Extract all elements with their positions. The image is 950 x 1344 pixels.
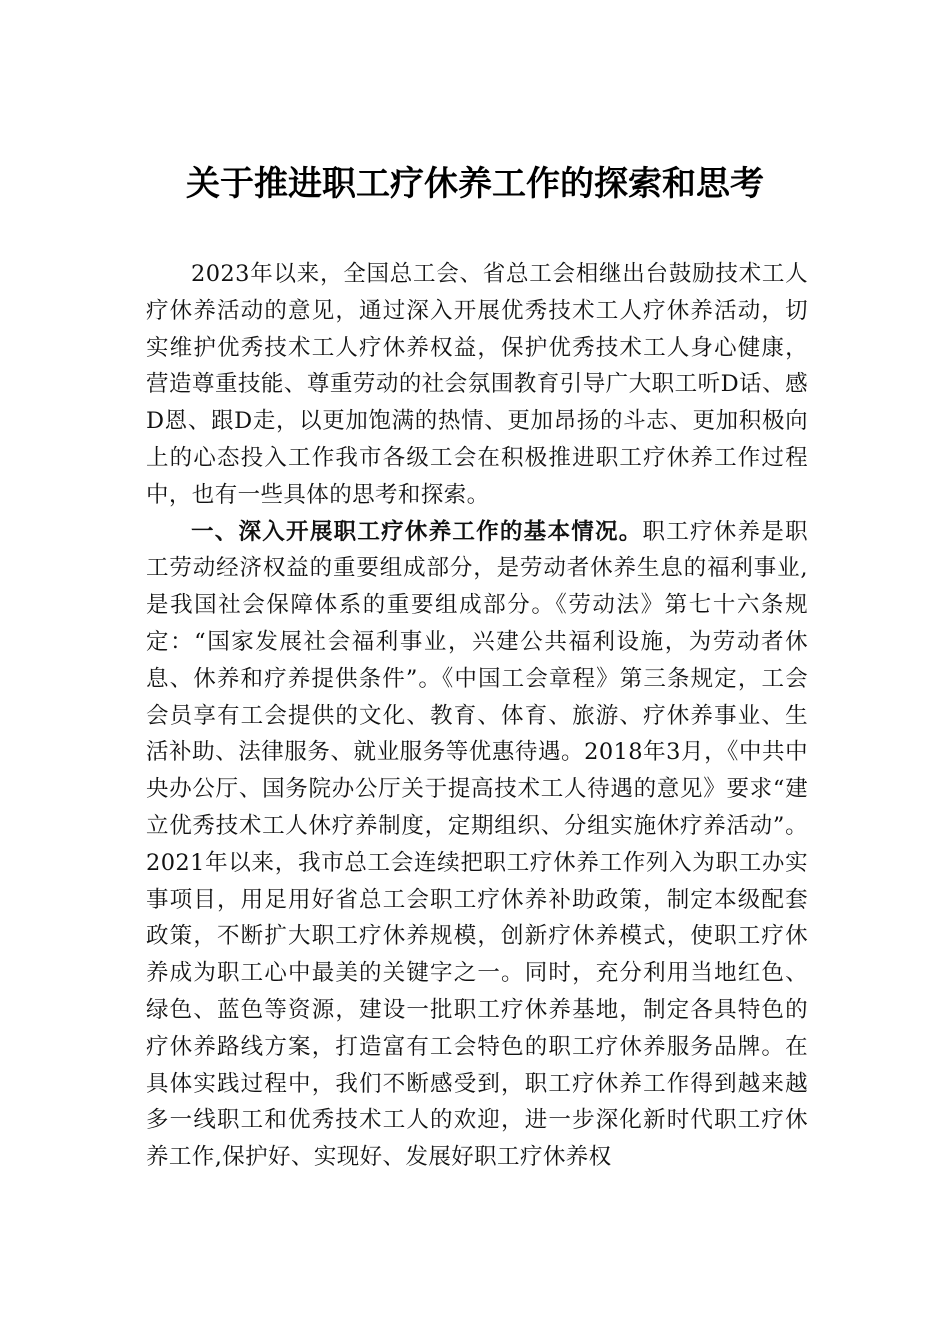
document-title: 关于推进职工疗休养工作的探索和思考 — [186, 164, 764, 204]
paragraph-section-one-text: 职工疗休养是职工劳动经济权益的重要组成部分，是劳动者休养生息的福利事业,是我国社会保障体系的重要组成部分。《劳动法》第七十六条规定：“国家发展社会福利事业，兴建公共福利设施，为劳动者休息、休养和疗养提供条件”。《中国工会章程》第三条规定，工会会员享有工会提供的文化、教育、体育、旅游、疗休养事业、生活补助、法律服务、就业服务等优惠待遇。2018年3月，《中共中央办公厅、国务院办公厅关于提高技术工人待遇的意见》要求“建立优秀技术工人休疗养制度，定期组织、分组实施休疗养活动”。2021年以来，我市总工会连续把职工疗休养工作列入为职工办实事项目，用足用好省总工会职工疗休养补助政策，制定本级配套政策，不断扩大职工疗休养规模，创新疗休养模式，使职工疗休养成为职工心中最美的关键字之一。同时，充分利用当地红色、绿色、蓝色等资源，建设一批职工疗休养基地，制定各具特色的疗休养路线方案，打造富有工会特色的职工疗休养服务品牌。在具体实践过程中，我们不断感受到，职工疗休养工作得到越来越多一线职工和优秀技术工人的欢迎，进一步深化新时代职工疗休养工作,保护好、实现好、发展好职工疗休养权 — [146, 518, 808, 1171]
section-one-heading: 一、深入开展职工疗休养工作的基本情况。 — [191, 518, 643, 545]
paragraph-intro-text: 2023年以来，全国总工会、省总工会相继出台鼓励技术工人疗休养活动的意见，通过深入开展优秀技术工人疗休养活动，切实维护优秀技术工人疗休养权益，保护优秀技术工人身心健康，营造尊重技能、尊重劳动的社会氛围教育引导广大职工听D话、感D恩、跟D走，以更加饱满的热情、更加昂扬的斗志、更加积极向上的心态投入工作我市各级工会在积极推进职工疗休养工作过程中，也有一些具体的思考和探索。 — [146, 261, 808, 508]
document-body — [146, 256, 808, 1176]
paragraph-intro — [146, 256, 808, 514]
paragraph-section-one — [146, 514, 808, 1176]
